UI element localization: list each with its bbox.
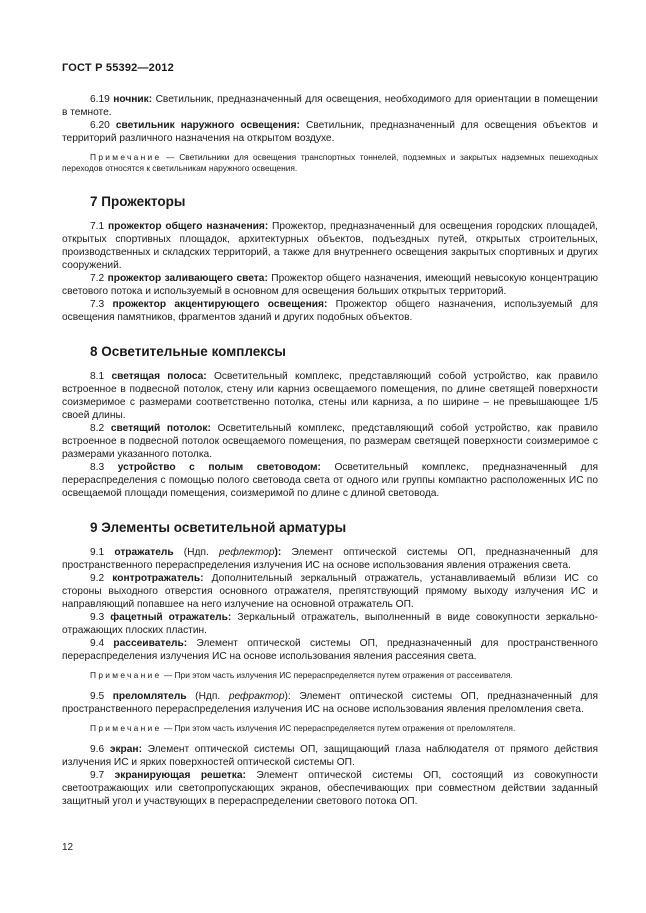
paragraph-8-3: 8.3 устройство с полым световодом: Осветительный комплекс, предназначенный для перераспределения с помощью полого световода света от одного или группы компактно расположенных ИС по освещаемой площади помещения, соизмеримой по длине с длиной световода.: [62, 462, 598, 499]
term: фацетный отражатель:: [110, 612, 232, 623]
deprecated-term: рефрактор: [228, 691, 285, 702]
paragraph-9-7: 9.7 экранирующая решетка: Элемент оптической системы ОП, состоящий из совокупности светоотражающих или светопропускающих экранов, обеспечивающих при совместном действии заданный защитный угол и участвующих в перераспределении светового потока ОП.: [62, 770, 598, 807]
term: светящая полоса:: [111, 371, 207, 382]
term: прожектор заливающего света:: [107, 273, 268, 284]
term: контротражатель:: [112, 573, 204, 584]
term: преломлятель: [112, 691, 187, 702]
note: Примечание — Светильники для освещения транспортных тоннелей, подземных и закрытых надземных пешеходных переходов относятся к светильникам наружного освещения.: [62, 152, 598, 173]
term: экранирующая решетка:: [114, 770, 246, 781]
term: устройство с полым световодом:: [117, 462, 321, 473]
term: отражатель: [114, 547, 174, 558]
paragraph-9-4: 9.4 рассеиватель: Элемент оптической системы ОП, предназначенный для пространственного перераспределения излучения ИС на основе использования явления рассеяния света.: [62, 638, 598, 662]
paragraph-9-6: 9.6 экран: Элемент оптической системы ОП, защищающий глаза наблюдателя от прямого действия излучения ИС и ярких поверхностей оптической системы ОП.: [62, 744, 598, 768]
term: рассеиватель:: [113, 638, 188, 649]
term: экран:: [109, 744, 142, 755]
term: прожектор акцентирующего освещения:: [112, 299, 328, 310]
note: Примечание — При этом часть излучения ИС перераспределяется путем отражения от рассеивателя.: [90, 670, 513, 680]
paragraph-7-2: 7.2 прожектор заливающего света: Прожектор общего назначения, имеющий невысокую концентрацию светового потока и используемый в основном для освещения больших открытых территорий.: [62, 273, 598, 297]
term: светящий потолок:: [110, 423, 211, 434]
paragraph-9-3: 9.3 фацетный отражатель: Зеркальный отражатель, выполненный в виде совокупности зеркально-отражающих плоских пластин.: [62, 612, 598, 636]
term: светильник наружного освещения:: [115, 120, 300, 131]
paragraph-9-1: 9.1 отражатель (Ндп. рефлектор): Элемент оптической системы ОП, предназначенный для пространственного перераспределения излучения ИС на основе использования явления отражения света.: [62, 547, 599, 571]
paragraph-6-19: 6.19 ночник: Светильник, предназначенный для освещения, необходимого для ориентации в помещении в темноте.: [62, 94, 598, 118]
paragraph-9-5: 9.5 преломлятель (Ндп. рефрактор): Элемент оптической системы ОП, предназначенный для пространственного перераспределения излучения ИС на основе использования явления преломления света.: [62, 691, 598, 715]
section-heading-9: 9 Элементы осветительной арматуры: [90, 520, 347, 535]
term: прожектор общего назначения:: [107, 221, 269, 232]
paragraph-9-2: 9.2 контротражатель: Дополнительный зеркальный отражатель, устанавливаемый вблизи ИС со стороны выходного отверстия основного отражателя, препятствующий прямому выходу излучения ИС и направляющий попавшее на него излучение на основной отражатель ОП.: [62, 573, 598, 610]
paragraph-7-3: 7.3 прожектор акцентирующего освещения: Прожектор общего назначения, используемый для освещения памятников, фрагментов зданий и других подобных объектов.: [62, 299, 598, 323]
document-header: ГОСТ Р 55392—2012: [62, 62, 174, 74]
document-body: [62, 93, 598, 808]
paragraph-8-2: 8.2 светящий потолок: Осветительный комплекс, представляющий собой устройство, как правило встроенное в подвесной потолок освещаемого помещения, по размерам светящей поверхности соизмеримое с размерами указанного потолка.: [62, 423, 598, 460]
note: Примечание — При этом часть излучения ИС перераспределяется путем отражения от преломлятеля.: [90, 723, 516, 733]
section-heading-7: 7 Прожекторы: [90, 194, 186, 209]
paragraph-6-20: 6.20 светильник наружного освещения: Светильник, предназначенный для освещения объектов и территорий различного назначения на открытом воздухе.: [62, 120, 598, 144]
section-heading-8: 8 Осветительные комплексы: [90, 344, 286, 359]
paragraph-7-1: 7.1 прожектор общего назначения: Прожектор, предназначенный для освещения городских площадей, открытых спортивных площадок, архитектурных объектов, подъездных путей, открытых строительных, производственных и складских территорий, а также для внутреннего освещения закрытых спортивных и других сооружений.: [62, 221, 598, 271]
paragraph-8-1: 8.1 светящая полоса: Осветительный комплекс, представляющий собой устройство, как правило встроенное в подвесной потолок, стену или карниз освещаемого помещения, по длине светящей поверхности соизмеримое с размерами соответственно потолка, стены или карниза, а по ширине – не превышающее 1/5 своей длины.: [62, 371, 598, 421]
page-number: 12: [62, 842, 74, 853]
deprecated-term: рефлектор: [218, 547, 275, 558]
term: ночник:: [113, 94, 153, 105]
